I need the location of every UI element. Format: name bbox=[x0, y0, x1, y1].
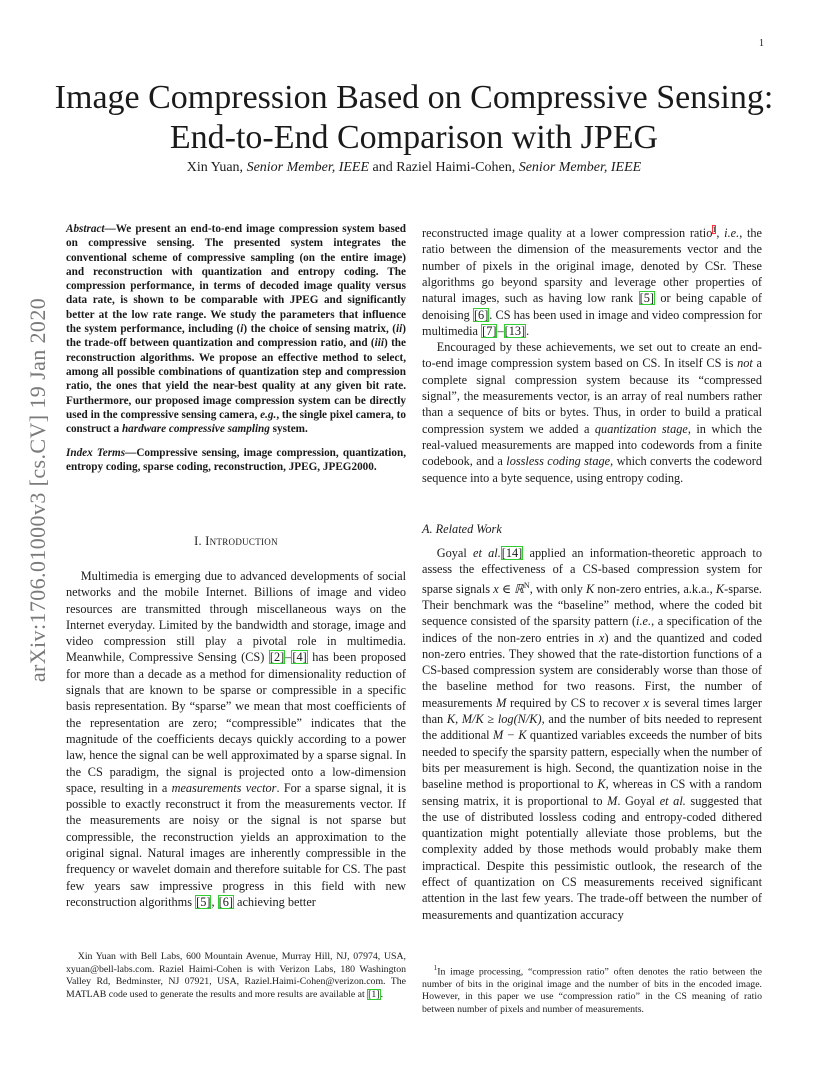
citation-link[interactable]: [6] bbox=[473, 307, 489, 322]
abstract-roman-i: i bbox=[240, 323, 244, 336]
text-run: has been proposed for more than a decade as a method for dimensionality reduction of signals that are known to be sparse or compressible in a specific basis representation. By “sparse” we mean that most coefficients of the representation are zero; “compressible” indicates that the magnitude of the coefficients decays quickly according to a power law, hence the signal can be well approximated by a sparse signal. In the CS paradigm, the signal is projected onto a low-dimension space, resulting in a bbox=[66, 650, 406, 795]
abstract-roman-iii: iii bbox=[374, 337, 384, 350]
text-run: . CS has been used in image and video compression for multimedia bbox=[422, 307, 762, 338]
text-run: , in which the real-valued measurements are mapped into codewords from a finite codebook, and a bbox=[422, 421, 762, 469]
math: M − K bbox=[493, 728, 527, 743]
section-heading-introduction: I. Introduction bbox=[194, 534, 278, 548]
text-run: applied an information-theoretic approach to assess the effectiveness of a CS-based compression system for sparse signals bbox=[422, 546, 762, 596]
footnote-text bbox=[422, 962, 762, 1017]
text-run: , bbox=[455, 712, 462, 727]
subsection-heading-related-work: A. Related Work bbox=[422, 522, 502, 536]
abstract-hcs: hardware compressive sampling bbox=[121, 423, 270, 436]
text-run: achieving better bbox=[233, 894, 316, 909]
math: K bbox=[715, 581, 725, 596]
author-line bbox=[50, 160, 778, 176]
text-run: . For a sparse signal, it is possible to exactly reconstruct it from the measurements vector. If the measurements are noisy or the signal is not sparse but compressible, the reconstruction yields an approximation to the original signal. Natural images are inherently compressible in the frequency or wavelet domain and therefore suitable for CS. The past few years saw impressive progress in this field with new reconstruction algorithms bbox=[66, 780, 406, 909]
text-run: a complete signal compression system because its “compressed signal”, the measurements vector, is an array of real numbers rather than a sequence of bits or bytes. Thus, in order to build a pratical compression system we added a bbox=[422, 356, 762, 436]
arxiv-stamp-container bbox=[18, 290, 58, 690]
text-run: , bbox=[211, 894, 218, 909]
citation-link[interactable]: [2] bbox=[269, 650, 285, 665]
paragraph bbox=[422, 545, 762, 923]
index-terms-text: —Compressive sensing, image compression, quantization, entropy coding, sparse coding, reconstruction, JPEG, JPEG2000. bbox=[66, 447, 406, 474]
emphasis: measurements vector bbox=[171, 780, 277, 795]
text-run: , a specification of the indices of the non-zero entries in bbox=[422, 614, 763, 645]
text-run: is several times larger than bbox=[422, 695, 762, 727]
text-run: . Goyal bbox=[617, 793, 660, 808]
abstract-text: , the single pixel camera, to construct a bbox=[66, 408, 406, 436]
paragraph bbox=[422, 339, 762, 486]
text-run: – bbox=[497, 323, 504, 338]
citation-link[interactable]: [5] bbox=[196, 894, 211, 909]
abstract-text: ) the reconstruction algorithms. We propose an effective method to select, among all possible combinations of quantization step and compression ratio, the ones that yield the near-best quality at any given bit rate. Furthermore, our proposed image compression system can be directly used in the compressive sensing camera, bbox=[66, 337, 406, 421]
text-run: , and the number of bits needed to represent the additional bbox=[422, 712, 763, 743]
citation-link[interactable]: [13] bbox=[504, 323, 526, 338]
author-2: and Raziel Haimi-Cohen, bbox=[369, 160, 519, 175]
emphasis: not bbox=[737, 356, 753, 371]
citation-link[interactable]: [7] bbox=[482, 323, 497, 338]
index-terms bbox=[66, 446, 406, 475]
text-run: non-zero entries, a.k.a., bbox=[594, 581, 716, 596]
abstract-eg: e.g. bbox=[260, 408, 277, 421]
emphasis: quantization stage bbox=[594, 421, 688, 436]
text-run: . bbox=[526, 323, 530, 338]
text-run: suggested that the use of distributed lossless coding and entropy-coded dithered quantization might potentially alleviate those problems, but the complexity added by those methods would probably make them impractical. Despite this pessimistic outlook, the research of the effect of quantization on CS measurements received significant attention in the last few years. The trade-off between the number of measurements and quantization accuracy bbox=[422, 793, 762, 922]
text-run: quantized variables exceeds the number of bits needed to specify the sparsity pattern, especially when the number of bits per measurement is high. Second, the quantization noise in the baseline method is proportional to bbox=[422, 728, 762, 792]
text-run: Goyal bbox=[436, 546, 474, 560]
emphasis: i.e. bbox=[636, 614, 652, 629]
abstract-roman-ii: ii bbox=[396, 323, 403, 336]
introduction-body bbox=[66, 568, 406, 910]
text-run: required by CS to recover bbox=[506, 695, 644, 710]
abstract-text: system. bbox=[269, 423, 308, 436]
related-work-body bbox=[422, 545, 762, 923]
author-2-role: Senior Member, IEEE bbox=[518, 160, 642, 175]
title-line-1: Image Compression Based on Compressive Sensing: bbox=[54, 79, 774, 116]
emphasis: lossless coding stage bbox=[506, 454, 611, 469]
text-run: , the ratio between the dimension of the measurements vector and the number of pixels in the original image, denoted by CSr. These algorithms go beyond sparsity and leverage other properties of natural images, such as having low rank bbox=[422, 226, 762, 306]
math: x bbox=[643, 695, 649, 710]
text-run: reconstructed image quality at a lower compression ratio bbox=[422, 226, 713, 241]
math: x ∈ ℝ bbox=[493, 581, 524, 596]
citation-link[interactable]: [6] bbox=[218, 894, 233, 909]
text-run: Encouraged by these achievements, we set out to create an end-to-end image compression system based on CS. In itself CS is bbox=[422, 340, 762, 371]
abstract-text: ) the choice of sensing matrix, ( bbox=[243, 323, 397, 336]
footnote-text bbox=[66, 951, 406, 1001]
author-1: Xin Yuan, bbox=[186, 160, 247, 175]
index-terms-lead: Index Terms bbox=[66, 447, 126, 459]
arxiv-stamp[interactable]: arXiv:1706.01000v3 [cs.CV] 19 Jan 2020 bbox=[25, 297, 50, 683]
text-run: or being capable of denoising bbox=[422, 291, 762, 322]
footnote-number: 1 bbox=[433, 964, 438, 972]
text-run: Multimedia is emerging due to advanced developments of social networks and the mobile Internet. Billions of image and video resources are transmitted through miscellaneous ways on the Internet everyday. Limited by the bandwidth and storage, image and video compression still play a pivotal role in multimedia. Meanwhile, Compressive Sensing (CS) bbox=[66, 569, 406, 665]
title-line-2: End-to-End Comparison with JPEG bbox=[169, 119, 659, 156]
emphasis: et al. bbox=[473, 546, 501, 560]
math: M bbox=[496, 695, 507, 710]
text-run: , whereas in CS with a random sensing matrix, it is proportional to bbox=[422, 777, 762, 808]
math-superscript: N bbox=[523, 580, 530, 590]
page-number: 1 bbox=[759, 38, 764, 49]
math: M bbox=[607, 793, 618, 808]
footnote-1 bbox=[422, 962, 762, 1017]
footnote-marker[interactable]: 1 bbox=[712, 225, 717, 234]
math: K bbox=[446, 712, 456, 727]
citation-link[interactable]: [4] bbox=[292, 650, 307, 665]
text-run: ) and the quantized and coded non-zero entries. They showed that the rate-distortion functions of a CS-based compression system are considerably worse than those of the baseline method for two reasons. First, the number of measurements bbox=[422, 630, 762, 710]
author-footnote bbox=[66, 951, 406, 1001]
intro-continued bbox=[422, 222, 762, 486]
paragraph bbox=[422, 222, 762, 339]
citation-link[interactable]: [5] bbox=[639, 291, 654, 306]
math: x bbox=[599, 630, 605, 645]
author-1-role: Senior Member, IEEE bbox=[246, 160, 370, 175]
math: M/K ≥ log(N/K) bbox=[461, 712, 542, 727]
abstract-lead: Abstract bbox=[66, 223, 105, 235]
citation-link[interactable]: [1] bbox=[368, 988, 380, 1000]
abstract bbox=[66, 222, 406, 436]
text-run: Xin Yuan with Bell Labs, 600 Mountain Avenue, Murray Hill, NJ, 07974, USA, xyuan@bell-labs.com. Raziel Haimi-Cohen is with Verizon Labs, 180 Washington Valley Rd, Bedminster, NJ 07921, USA, Raziel.Haimi-Cohen@verizon.com. The MATLAB code used to generate the results and more results are available at bbox=[66, 951, 406, 1000]
abstract-text: ) the trade-off between quantization and compression ratio, and ( bbox=[66, 323, 406, 350]
text-run: – bbox=[285, 650, 292, 665]
emphasis: et al. bbox=[659, 793, 686, 808]
paper-title bbox=[50, 78, 778, 158]
paragraph bbox=[66, 568, 406, 910]
emphasis: i.e. bbox=[724, 226, 740, 241]
text-run: In image processing, “compression ratio” often denotes the ratio between the number of bits in the original image and the number of bits in the encoded image. However, in this paper we use “compression ratio” in the CS meaning of ratio between number of pixels and number of measurements. bbox=[422, 966, 762, 1016]
text-run: -sparse. Their benchmark was the “baseline” method, where the coded bit sequence consisted of the sparsity pattern ( bbox=[422, 581, 762, 629]
text-run: , bbox=[716, 226, 725, 241]
text-run: , which converts the codeword sequence into a byte sequence, using entropy coding. bbox=[422, 454, 762, 485]
text-run: , with only bbox=[529, 581, 587, 596]
math: K bbox=[597, 777, 606, 792]
math: K bbox=[586, 581, 595, 596]
citation-link[interactable]: [14] bbox=[501, 546, 523, 560]
abstract-text: —We present an end-to-end image compression system based on compressive sensing. The presented system integrates the conventional scheme of compressive sampling (on the entire image) and reconstruction with quantization and entropy coding. The compression performance, in terms of decoded image quality versus data rate, is shown to be comparable with JPEG and significantly better at the low rate range. We study the parameters that influence the system performance, including ( bbox=[66, 223, 406, 336]
text-run: . bbox=[380, 988, 384, 1000]
